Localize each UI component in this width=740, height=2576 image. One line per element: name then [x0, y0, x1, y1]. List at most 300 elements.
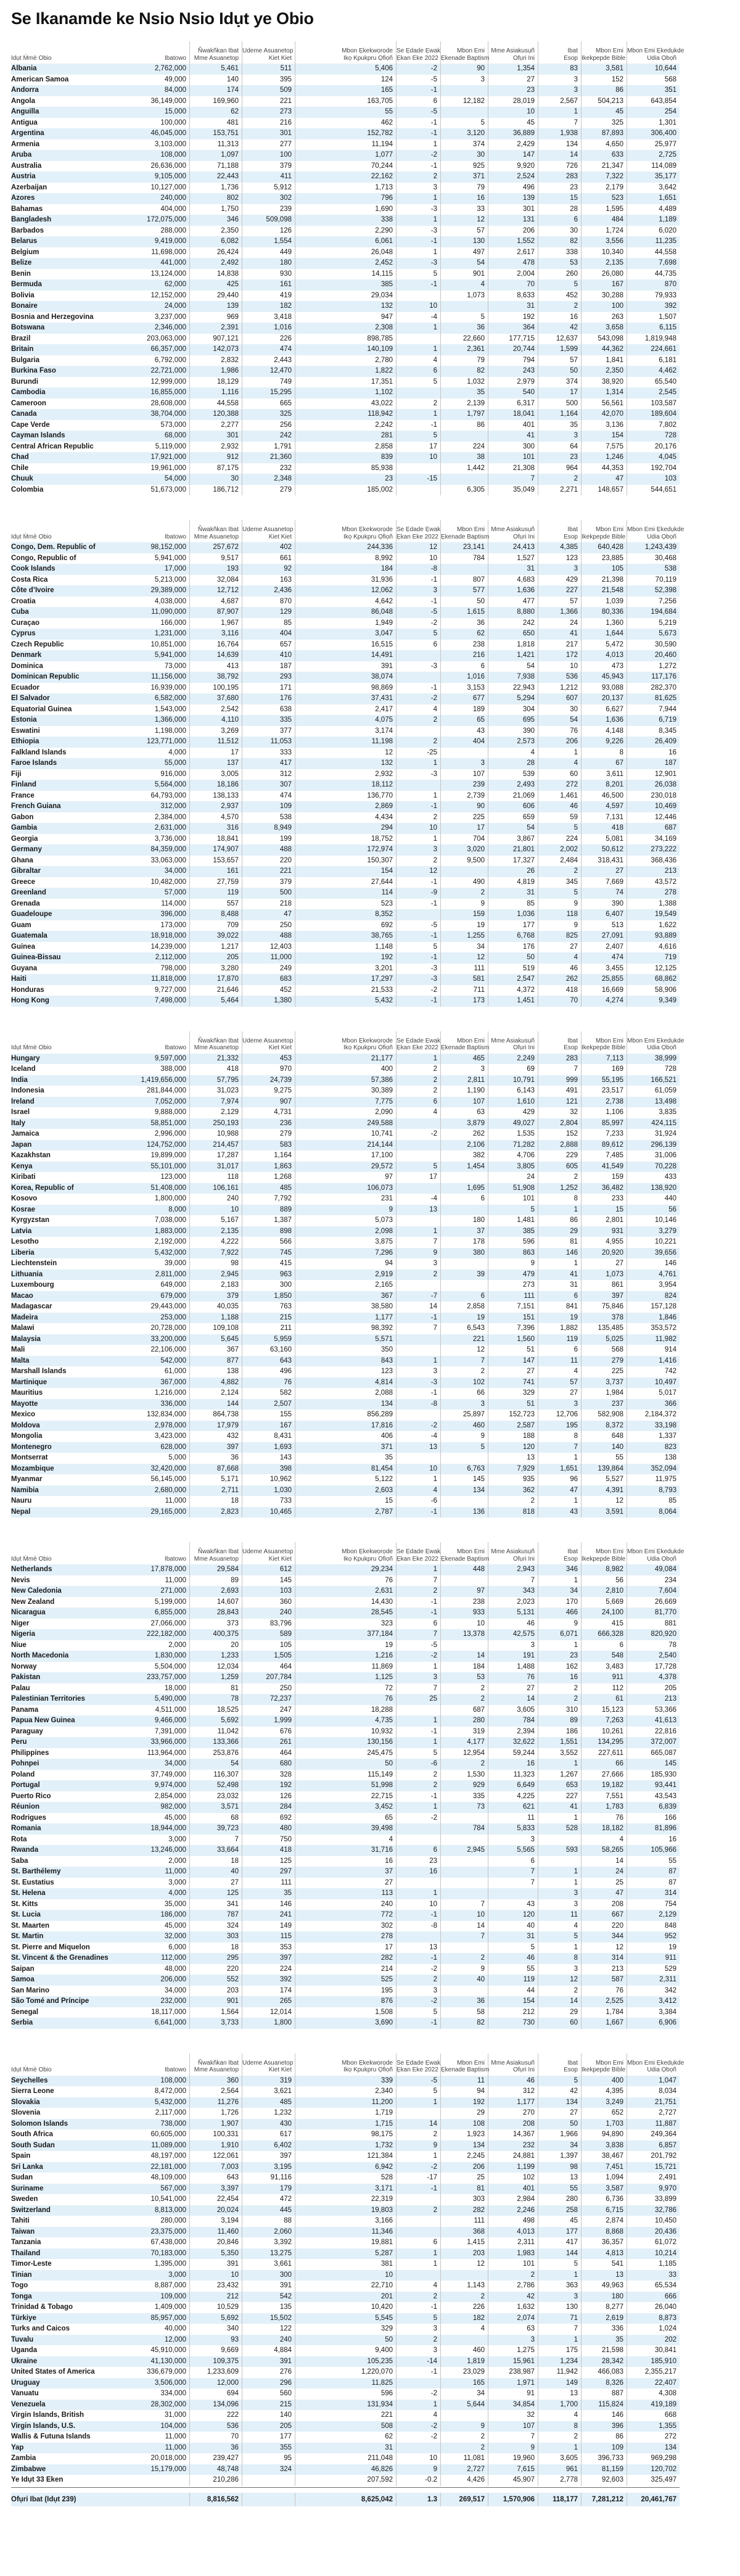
value-cell: 374	[538, 377, 582, 388]
value-cell: 5	[397, 629, 441, 640]
table-row	[11, 780, 680, 791]
value-cell: 1,388	[659, 899, 676, 907]
value-cell: 9	[441, 2421, 488, 2432]
value-cell: 1,632	[488, 2302, 538, 2313]
value-cell: 232,000	[126, 1996, 190, 2007]
value-cell: 2,804	[538, 1118, 582, 1129]
value-cell: 1,116	[190, 387, 242, 398]
value-cell: 2,429	[488, 139, 538, 151]
table-row	[11, 1421, 680, 1432]
value-cell: 1,713	[295, 183, 397, 194]
value-cell: 589	[242, 1629, 295, 1640]
value-cell: 210,286	[190, 2475, 242, 2486]
country-cell: Guinea-Bissau	[11, 954, 61, 961]
column-header: Mbon Emi Ẹkedụkde Udia Ọbọñ	[627, 1548, 684, 1563]
value-cell: 4,308	[659, 2390, 676, 2397]
value-cell: 2	[397, 2205, 441, 2216]
country-cell: Israel	[11, 1108, 30, 1116]
value-cell: 2	[538, 866, 582, 877]
value-cell: 88	[242, 2216, 295, 2227]
value-cell: 5,081	[582, 834, 627, 845]
value-cell: 511	[242, 64, 295, 75]
column-header: Ibatowo	[126, 1542, 190, 1564]
country-cell: Niue	[11, 1641, 27, 1649]
value-cell: 2,787	[295, 1507, 397, 1518]
value-cell: 1,077	[295, 150, 397, 161]
country-cell: Uruguay	[11, 2379, 40, 2387]
value-cell: 149	[242, 1921, 295, 1932]
value-cell: 300	[488, 442, 538, 453]
value-cell: -1	[397, 161, 441, 172]
value-cell: 567,000	[126, 2184, 190, 2195]
value-cell: 237	[582, 1399, 627, 1410]
value-cell: 32,084	[190, 575, 242, 586]
table-row	[11, 2270, 680, 2281]
value-cell: 1,551	[538, 1737, 582, 1748]
country-cell: Nevis	[11, 1576, 30, 1584]
value-cell: 6,582,000	[126, 693, 190, 704]
value-cell: 19	[441, 920, 488, 931]
value-cell: 441,000	[126, 258, 190, 269]
value-cell: 5,171	[190, 1474, 242, 1485]
value-cell: 1,234	[538, 2356, 582, 2368]
country-cell: Venezuela	[11, 2400, 46, 2408]
value-cell: 120,702	[651, 2465, 676, 2473]
table-row	[11, 1619, 680, 1630]
value-cell: 3,418	[242, 312, 295, 323]
table-row	[11, 996, 680, 1007]
value-cell: 1	[397, 1737, 441, 1748]
value-cell: 335	[441, 1791, 488, 1802]
value-cell: 1	[538, 2270, 582, 2281]
value-cell: 4,013	[488, 2227, 538, 2238]
value-cell: 58,906	[654, 986, 676, 994]
value-cell: 6,649	[488, 1780, 538, 1791]
value-cell: -4	[397, 1194, 441, 1205]
value-cell: -2	[397, 618, 441, 629]
value-cell: 2,778	[538, 2475, 582, 2486]
value-cell: 70,244	[295, 161, 397, 172]
country-cell: Czech Republic	[11, 640, 64, 648]
country-cell: Mali	[11, 1346, 25, 1353]
value-cell: 238,987	[488, 2367, 538, 2378]
value-cell: 68,862	[654, 975, 676, 983]
country-cell: Switzerland	[11, 2206, 51, 2214]
value-cell: 8,277	[582, 2302, 627, 2313]
value-cell: 1	[397, 247, 441, 258]
country-cell: Armenia	[11, 140, 40, 148]
table-row	[11, 1683, 680, 1695]
value-cell: 101	[488, 452, 538, 463]
value-cell	[441, 1888, 488, 1899]
value-cell: 31	[488, 888, 538, 899]
value-cell: 665,087	[651, 1749, 676, 1757]
value-cell: 4,274	[582, 996, 627, 1007]
value-cell: 250	[242, 1683, 295, 1695]
value-cell: 182	[242, 301, 295, 312]
value-cell: 1,148	[295, 942, 397, 953]
value-cell: 55,195	[582, 1075, 627, 1086]
value-cell: 8,982	[582, 1564, 627, 1575]
value-cell: 360	[242, 1597, 295, 1608]
value-cell	[441, 1942, 488, 1954]
value-cell: 5,504,000	[126, 1662, 190, 1673]
value-cell: 226	[441, 2302, 488, 2313]
country-cell: Slovenia	[11, 2109, 41, 2116]
value-cell: -3	[397, 974, 441, 985]
value-cell: 4,000	[126, 748, 190, 759]
value-cell: 174,907	[190, 844, 242, 856]
value-cell: 21,069	[488, 791, 538, 802]
table-row	[11, 1910, 680, 1921]
value-cell: 234	[664, 1576, 676, 1584]
value-cell: 3,690	[295, 2018, 397, 2029]
value-cell: 31,017	[190, 1162, 242, 1173]
value-cell: 424,115	[651, 1119, 676, 1127]
value-cell: 3,116	[190, 629, 242, 640]
value-cell: 8,873	[659, 2314, 676, 2322]
value-cell: 45	[582, 107, 627, 118]
country-cell: Sri Lanka	[11, 2163, 43, 2171]
value-cell: 31,000	[126, 2410, 190, 2421]
value-cell: 51,408,000	[126, 1183, 190, 1194]
value-cell: 212	[190, 2292, 242, 2303]
value-cell: 55	[295, 107, 397, 118]
value-cell: 1	[538, 107, 582, 118]
value-cell: 142,073	[190, 344, 242, 355]
table-row	[11, 161, 680, 172]
value-cell: 111	[441, 964, 488, 975]
value-cell: 4,813	[582, 2248, 627, 2260]
value-cell: 303	[441, 2194, 488, 2205]
value-cell: 784	[488, 1715, 538, 1727]
value-cell: 653	[538, 1780, 582, 1791]
value-cell: 3,153	[441, 683, 488, 694]
table-section	[11, 520, 684, 1007]
value-cell: 18	[190, 1496, 242, 1507]
value-cell: 140	[582, 1442, 627, 1453]
value-cell: -3	[397, 204, 441, 215]
value-cell: 7,131	[582, 812, 627, 824]
value-cell: 3,805	[488, 1162, 538, 1173]
value-cell: 2,407	[582, 942, 627, 953]
column-header: Udeme Asuanetop Kiet Kiet	[242, 1031, 295, 1054]
value-cell: 843	[295, 1356, 397, 1367]
value-cell: 1,907	[190, 2119, 242, 2130]
country-cell: Greenland	[11, 889, 46, 896]
value-cell: 529	[664, 1965, 676, 1973]
value-cell: -2	[397, 64, 441, 75]
value-cell: 111	[441, 2216, 488, 2227]
country-cell: Kazakhstan	[11, 1152, 51, 1159]
column-header: Ibatowo	[126, 520, 190, 542]
table-row	[11, 1715, 680, 1727]
value-cell: 64	[538, 442, 582, 453]
table-row	[11, 1694, 680, 1705]
value-cell: 145	[664, 1760, 676, 1767]
value-cell: 1	[397, 1356, 441, 1367]
value-cell: 90	[441, 64, 488, 75]
table-row	[11, 1953, 680, 1964]
value-cell: 7,281,212	[582, 2493, 627, 2506]
value-cell: 32,622	[488, 1737, 538, 1748]
value-cell: 452	[242, 985, 295, 996]
value-cell: 66	[582, 1759, 627, 1770]
country-cell: South Sudan	[11, 2141, 55, 2149]
value-cell: 796	[295, 193, 397, 204]
table-row	[11, 2162, 680, 2173]
value-cell: 425	[190, 279, 242, 291]
value-cell: 14,639	[190, 650, 242, 661]
value-cell: 108,000	[126, 150, 190, 161]
value-cell: 109	[242, 801, 295, 812]
value-cell: 8	[538, 1953, 582, 1964]
value-cell: -5	[397, 2076, 441, 2087]
table-row	[11, 2007, 680, 2018]
value-cell: 119	[538, 1334, 582, 1345]
column-header: Mme Asiakusụñ Ofụri Ini	[488, 1031, 538, 1054]
table-row	[11, 1780, 680, 1791]
value-cell: 225	[441, 812, 488, 824]
value-cell: 889	[242, 1205, 295, 1216]
value-cell: 48,197,000	[126, 2151, 190, 2162]
value-cell: 1,595	[582, 204, 627, 215]
column-header: Se Ẹdade Ẹwak Ẹkan Eke 2022	[397, 1031, 441, 1054]
column-header: Mbon Ẹkekwọrọde Ikọ Kpukpru Ọfiọñ	[295, 520, 397, 542]
value-cell: 62,000	[126, 279, 190, 291]
value-cell: 3,047	[295, 629, 397, 640]
country-cell: Virgin Islands, British	[11, 2411, 84, 2419]
value-cell: 113,964,000	[126, 1748, 190, 1759]
value-cell: 970	[242, 1064, 295, 1075]
value-cell: 173,000	[126, 920, 190, 931]
value-cell: 5,571	[295, 1334, 397, 1345]
table-row	[11, 128, 680, 139]
value-cell: 612	[242, 1564, 295, 1575]
value-cell: 1,750	[190, 204, 242, 215]
value-cell: 278	[295, 1931, 397, 1942]
value-cell: 54	[538, 715, 582, 726]
value-cell: 1,508	[295, 2007, 397, 2018]
value-cell: 911	[665, 1954, 676, 1962]
value-cell: 1,983	[488, 2248, 538, 2260]
table-row	[11, 1399, 680, 1410]
value-cell: 47	[582, 474, 627, 485]
value-cell: 4,372	[488, 985, 538, 996]
table-row	[11, 585, 680, 597]
value-cell: 38,704,000	[126, 409, 190, 420]
table-row	[11, 2356, 680, 2368]
value-cell: 4,955	[582, 1237, 627, 1248]
country-cell: Bulgaria	[11, 356, 40, 364]
column-header: Mbon Emi Ikekpepde Bible	[582, 1542, 627, 1564]
value-cell: 138	[664, 1454, 676, 1461]
value-cell: 19	[538, 1313, 582, 1324]
value-cell: 2	[397, 715, 441, 726]
value-cell: 100,331	[190, 2129, 242, 2140]
table-row	[11, 1172, 680, 1183]
value-cell	[397, 1150, 441, 1162]
value-cell: 5,167	[190, 1215, 242, 1226]
country-cell: Namibia	[11, 1486, 39, 1494]
value-cell: 11,982	[655, 1335, 676, 1343]
table-row	[11, 1345, 680, 1356]
value-cell: 4,884	[242, 2345, 295, 2356]
value-cell: 961	[538, 2464, 582, 2475]
value-cell	[441, 1258, 488, 1269]
value-cell: -1	[397, 279, 441, 291]
value-cell: 213	[664, 867, 676, 875]
value-cell: 5	[538, 888, 582, 899]
value-cell: 823	[664, 1443, 676, 1451]
value-cell: 33	[441, 204, 488, 215]
value-cell: 4	[397, 1485, 441, 1496]
value-cell: 5	[397, 1162, 441, 1173]
value-cell: 3,605	[538, 2453, 582, 2464]
value-cell: -0.2	[397, 2475, 441, 2486]
country-cell: South Africa	[11, 2131, 53, 2138]
country-cell: Pohnpei	[11, 1760, 39, 1767]
value-cell: 138	[190, 1366, 242, 1377]
value-cell: 42	[538, 2086, 582, 2097]
value-cell: 163,705	[295, 96, 397, 107]
value-cell: 47	[242, 909, 295, 920]
value-cell: 201,792	[651, 2152, 676, 2160]
value-cell: 3,455	[582, 964, 627, 975]
table-row	[11, 2367, 680, 2378]
value-cell: 687	[664, 824, 676, 832]
value-cell: 36,149,000	[126, 96, 190, 107]
value-cell: 7	[488, 2432, 538, 2443]
value-cell: -1	[397, 931, 441, 942]
value-cell: 23,885	[582, 553, 627, 564]
value-cell: -14	[397, 2356, 441, 2368]
value-cell: 44	[488, 1986, 538, 1997]
table-row	[11, 2388, 680, 2400]
value-cell: 1,819	[441, 2356, 488, 2368]
value-cell: 1,726	[190, 2108, 242, 2119]
value-cell: 130,156	[295, 1737, 397, 1748]
column-header: Mme Asiakusụñ Ofụri Ini	[488, 1542, 538, 1564]
value-cell: 10,127,000	[126, 183, 190, 194]
value-cell: 16	[668, 1835, 676, 1843]
value-cell: 191	[488, 1651, 538, 1662]
country-cell: Costa Rica	[11, 576, 48, 584]
value-cell: -1	[397, 1608, 441, 1619]
value-cell: 738,000	[126, 2119, 190, 2130]
value-cell: 207,784	[242, 1672, 295, 1683]
value-cell: 474	[242, 791, 295, 802]
value-cell: 2	[397, 1975, 441, 1986]
value-cell: 2,129	[190, 1107, 242, 1118]
value-cell: 4,882	[190, 1377, 242, 1389]
value-cell: 227	[538, 1791, 582, 1802]
value-cell: 491	[538, 1086, 582, 1097]
value-cell: 35	[538, 420, 582, 431]
value-cell: 184	[295, 564, 397, 575]
value-cell: 18,129	[190, 377, 242, 388]
value-cell: 1,199	[488, 2162, 538, 2173]
value-cell: 3,237,000	[126, 312, 190, 323]
value-cell: 144	[538, 2248, 582, 2260]
value-cell: 16	[538, 312, 582, 323]
value-cell: 3	[441, 1399, 488, 1410]
value-cell: 76	[295, 1575, 397, 1587]
country-cell: Philippines	[11, 1749, 49, 1757]
value-cell: 6	[397, 2237, 441, 2248]
table-row	[11, 107, 680, 118]
value-cell: 11,460	[190, 2227, 242, 2238]
value-cell: 1,800,000	[126, 1194, 190, 1205]
value-cell: 79	[441, 183, 488, 194]
value-cell	[397, 1453, 441, 1464]
table-row	[11, 2421, 680, 2432]
table-row	[11, 463, 680, 474]
value-cell: 57	[538, 1377, 582, 1389]
value-cell: 23	[295, 474, 397, 485]
value-cell: 3,392	[242, 2237, 295, 2248]
value-cell: 35	[242, 1888, 295, 1899]
value-cell: -1	[397, 1388, 441, 1399]
value-cell: -3	[397, 769, 441, 780]
value-cell: 18,186	[190, 780, 242, 791]
value-cell: 54	[488, 823, 538, 834]
table-row	[11, 1118, 680, 1129]
value-cell: 146	[582, 2410, 627, 2421]
value-cell: 6,906	[659, 2019, 676, 2026]
value-cell	[397, 1118, 441, 1129]
value-cell	[126, 2475, 190, 2486]
value-cell: 100	[242, 150, 295, 161]
table-row	[11, 1237, 680, 1248]
value-cell: 12	[441, 215, 488, 226]
value-cell: 935	[488, 1474, 538, 1485]
value-cell: 34	[538, 1586, 582, 1597]
country-cell: Anguilla	[11, 108, 39, 115]
value-cell: 30	[538, 704, 582, 716]
value-cell: 9	[441, 1964, 488, 1975]
value-cell: 70,183,000	[126, 2248, 190, 2260]
value-cell: 80,336	[582, 607, 627, 618]
value-cell: -4	[397, 312, 441, 323]
value-cell: 30,288	[582, 291, 627, 302]
country-cell: St. Lucia	[11, 1911, 41, 1918]
value-cell	[441, 1867, 488, 1878]
value-cell: 37,749,000	[126, 1770, 190, 1781]
table-row	[11, 866, 680, 877]
value-cell: 8,372	[582, 1421, 627, 1432]
value-cell: 453	[242, 1054, 295, 1065]
value-cell: 665	[242, 398, 295, 410]
value-cell: 11,975	[655, 1476, 676, 1483]
value-cell: 53	[538, 258, 582, 269]
value-cell: 3,166	[295, 2216, 397, 2227]
value-cell: 276	[242, 2367, 295, 2378]
value-cell: 509	[242, 85, 295, 96]
value-cell: 4,819	[488, 877, 538, 888]
value-cell: 652	[582, 2108, 627, 2119]
column-header: Udeme Asuanetop Kiet Kiet	[242, 520, 295, 542]
value-cell: 368,436	[651, 856, 676, 864]
country-cell: Saipan	[11, 1965, 35, 1973]
value-cell: 364	[488, 323, 538, 334]
column-header-country: Idụt Ṁmè Obio	[11, 533, 52, 540]
value-cell: 10,497	[654, 1378, 676, 1386]
value-cell: 185,910	[651, 2357, 676, 2365]
value-cell: 5,461	[190, 64, 242, 75]
value-cell: 193	[190, 564, 242, 575]
table-row	[11, 1280, 680, 1291]
